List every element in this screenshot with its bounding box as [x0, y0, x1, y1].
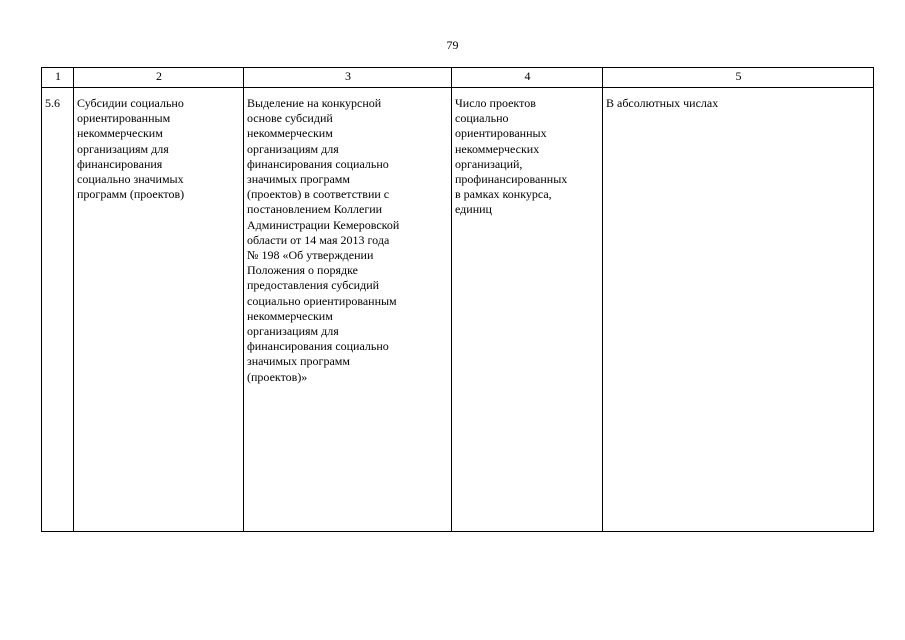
table-row: [42, 88, 874, 532]
subsidy-description-cell: Выделение на конкурсной основе субсидий некоммерческим организациям для финансирования социально значимых программ (проектов) в соответствии с постановлением Коллегии Администрации Кемеровской области от 14 мая 2013 года № 198 «Об утверждении Положения о порядке предоставления субсидий социально ориентированным некоммерческим организациям для финансирования социально значимых программ (проектов)»: [244, 88, 452, 532]
row-number-cell: 5.6: [42, 88, 74, 532]
unit-cell: В абсолютных числах: [603, 88, 874, 532]
header-col-2: 2: [74, 68, 244, 88]
page-number: 79: [446, 38, 459, 52]
header-col-3: 3: [244, 68, 452, 88]
table-header-row: [42, 68, 874, 88]
indicator-table: [41, 67, 874, 532]
subsidy-name-cell: Субсидии социально ориентированным некоммерческим организациям для финансирования социально значимых программ (проектов): [74, 88, 244, 532]
header-col-4: 4: [452, 68, 603, 88]
header-col-1: 1: [42, 68, 74, 88]
header-col-5: 5: [603, 68, 874, 88]
indicator-cell: Число проектов социально ориентированных некоммерческих организаций, профинансированных в рамках конкурса, единиц: [452, 88, 603, 532]
